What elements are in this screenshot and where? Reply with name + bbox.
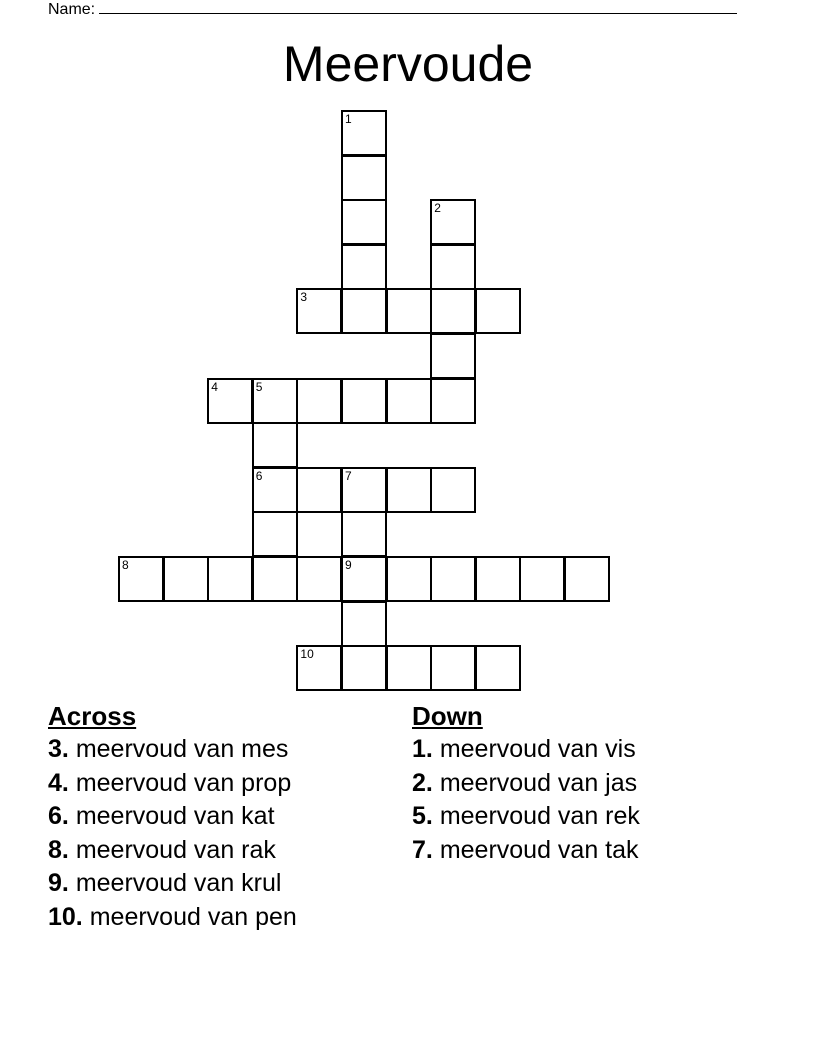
clue-text: meervoud van rak [75,835,276,864]
grid-cell[interactable] [252,422,298,468]
cell-number: 3 [300,290,308,305]
grid-cell[interactable] [296,645,342,691]
grid-cell[interactable] [252,556,298,602]
grid-cell[interactable] [296,378,342,424]
grid-cell[interactable] [296,288,342,334]
across-heading: Across [48,701,137,731]
grid-cell[interactable] [252,378,298,424]
clue-text: meervoud van pen [89,902,297,931]
grid-cell[interactable] [341,244,387,290]
grid-cell[interactable] [519,556,565,602]
grid-cell[interactable] [207,556,253,602]
grid-cell[interactable] [341,288,387,334]
grid-cell[interactable] [207,378,253,424]
grid-cell[interactable] [341,645,387,691]
grid-cell[interactable] [341,467,387,513]
grid-cell[interactable] [430,333,476,379]
cell-number: 10 [300,647,314,662]
puzzle-title: Meervoude [282,36,534,92]
cell-number: 7 [345,468,352,483]
clue-number: 3. [48,735,69,763]
grid-cell[interactable] [430,645,476,691]
clue-text: meervoud van mes [75,735,289,763]
cell-number: 2 [434,201,441,216]
grid-cell[interactable] [118,556,164,602]
cell-number: 4 [211,379,218,394]
clue-number: 7. [412,835,433,864]
grid-cell[interactable] [252,467,298,513]
down-heading: Down [412,701,483,731]
clue-item [48,767,297,801]
grid-cell[interactable] [386,645,432,691]
clue-text: meervoud van rek [439,802,640,830]
clue-item [412,800,640,834]
clue-number: 2. [412,768,433,797]
grid-cell[interactable] [475,556,521,602]
grid-cell[interactable] [296,467,342,513]
grid-cell[interactable] [430,244,476,290]
clue-text: meervoud van prop [75,768,292,797]
grid-cell[interactable] [341,556,387,602]
clue-number: 4. [48,768,69,797]
grid-cell[interactable] [341,110,387,156]
grid-cell[interactable] [475,645,521,691]
cell-number: 9 [345,558,352,572]
cell-number: 6 [255,468,263,483]
clue-text: meervoud van jas [439,768,638,797]
clue-item [48,867,297,901]
grid-cell[interactable] [430,467,476,513]
clue-text: meervoud van krul [75,869,282,897]
grid-cell[interactable] [430,378,476,424]
clue-number: 10. [48,902,83,931]
grid-cell[interactable] [341,378,387,424]
grid-cell[interactable] [430,556,476,602]
clue-item [412,834,640,868]
grid-cell[interactable] [252,511,298,557]
clue-number: 1. [412,735,433,763]
clue-number: 5. [412,802,433,830]
name-label: Name: [48,1,96,18]
grid-cell[interactable] [341,199,387,245]
grid-cell[interactable] [564,556,610,602]
clue-item [48,901,297,935]
grid-cell[interactable] [296,556,342,602]
clue-item [48,733,297,767]
grid-cell[interactable] [475,288,521,334]
grid-cell[interactable] [341,511,387,557]
cell-number: 5 [255,379,263,394]
clue-item [48,800,297,834]
clue-text: meervoud van tak [439,835,639,864]
clue-number: 6. [48,802,69,830]
grid-cell[interactable] [386,288,432,334]
clue-item [412,733,640,767]
cell-number: 1 [345,112,352,126]
grid-cell[interactable] [386,556,432,602]
clue-item [48,834,297,868]
clue-text: meervoud van kat [75,802,275,830]
clue-text: meervoud van vis [439,735,636,763]
grid-cell[interactable] [341,155,387,201]
grid-cell[interactable] [386,467,432,513]
clue-number: 9. [48,869,69,897]
cell-number: 8 [122,558,129,572]
grid-cell[interactable] [430,288,476,334]
down-clues [412,700,640,867]
grid-cell[interactable] [341,601,387,647]
clue-number: 8. [48,835,69,864]
grid-cell[interactable] [163,556,209,602]
grid-cell[interactable] [386,378,432,424]
across-clues [48,700,297,934]
clue-item [412,767,640,801]
grid-cell[interactable] [430,199,476,245]
